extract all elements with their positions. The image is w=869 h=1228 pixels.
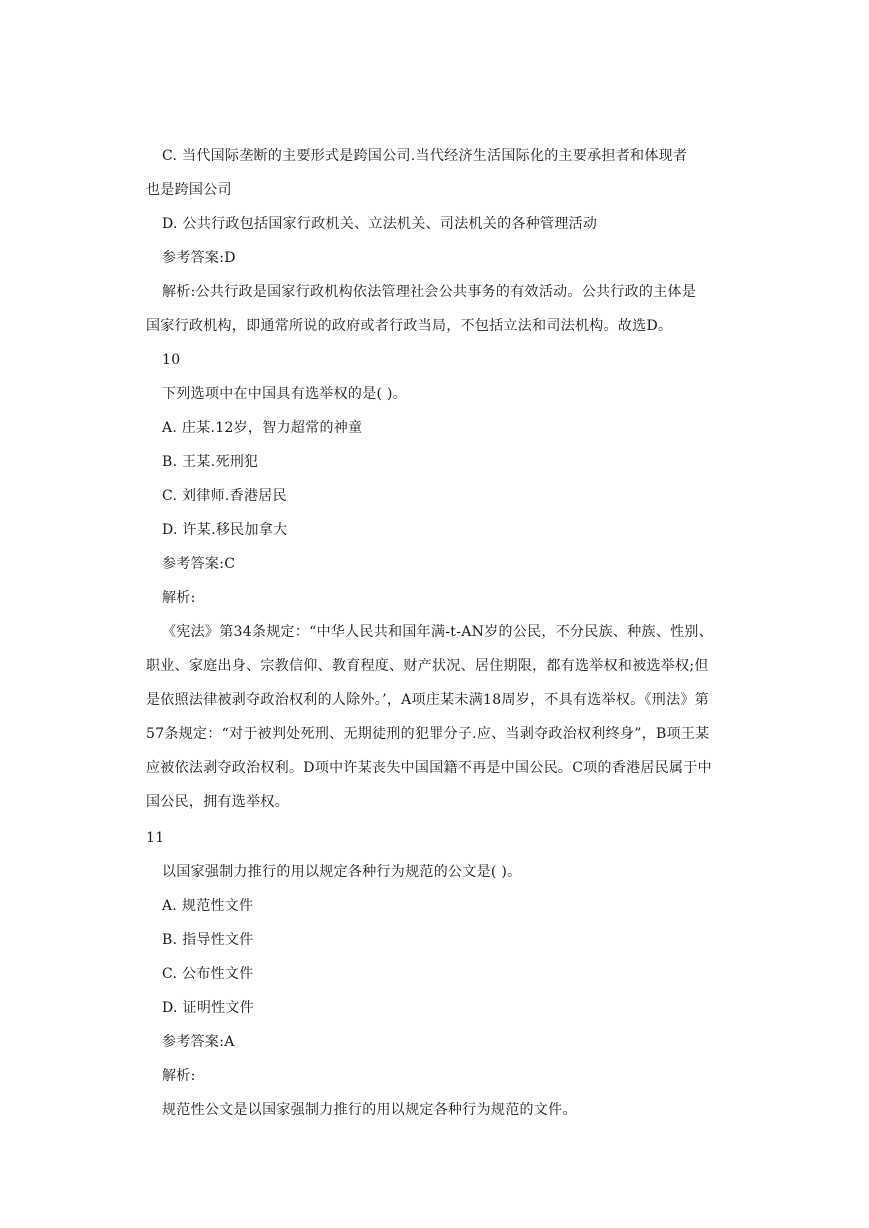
q9-analysis: 解析:公共行政是国家行政机构依法管理社会公共事务的有效活动。公共行政的主体是 xyxy=(162,284,697,300)
q10-answer: 参考答案:C xyxy=(162,556,236,572)
q11-analysis-line1: 规范性公文是以国家强制力推行的用以规定各种行为规范的文件。 xyxy=(162,1102,577,1118)
q11-option-c: C. 公布性文件 xyxy=(162,966,254,982)
q10-number: 10 xyxy=(162,352,181,368)
q10-analysis-line1: 《宪法》第34条规定：“中华人民共和国年满-t-AN岁的公民，不分民族、种族、性别、 xyxy=(162,624,714,640)
q9-option-c-cont: 也是跨国公司 xyxy=(146,182,232,198)
q10-option-d: D. 许某.移民加拿大 xyxy=(162,522,288,538)
q10-analysis-line4: 57条规定：“对于被判处死刑、无期徒刑的犯罪分子.应、当剥夺政治权利终身”，B项王某 xyxy=(146,726,710,742)
q10-analysis-label: 解析: xyxy=(162,590,196,606)
q11-option-b: B. 指导性文件 xyxy=(162,932,254,948)
q10-analysis-line3: 是依照法律被剥夺政治权利的人除外。’，A项庄某未满18周岁，不具有选举权。《刑法》第 xyxy=(146,692,709,708)
q11-option-d: D. 证明性文件 xyxy=(162,1000,255,1016)
q9-option-d: D. 公共行政包括国家行政机关、立法机关、司法机关的各种管理活动 xyxy=(162,216,598,232)
q10-option-b: B. 王某.死刑犯 xyxy=(162,454,259,470)
q11-analysis-label: 解析: xyxy=(162,1068,196,1084)
q9-analysis-cont: 国家行政机构，即通常所说的政府或者行政当局，不包括立法和司法机构。故选D。 xyxy=(146,318,673,334)
q11-number: 11 xyxy=(146,830,165,846)
q9-answer: 参考答案:D xyxy=(162,250,236,266)
q10-option-a: A. 庄某.12岁，智力超常的神童 xyxy=(162,420,363,436)
q10-question: 下列选项中在中国具有选举权的是( )。 xyxy=(162,386,408,402)
q10-analysis-line5: 应被依法剥夺政治权利。D项中许某丧失中国国籍不再是中国公民。C项的香港居民属于中 xyxy=(146,760,712,776)
q11-question: 以国家强制力推行的用以规定各种行为规范的公文是( )。 xyxy=(162,864,522,880)
q11-option-a: A. 规范性文件 xyxy=(162,898,254,914)
q10-analysis-line2: 职业、家庭出身、宗教信仰、教育程度、财产状况、居住期限，都有选举权和被选举权;但 xyxy=(146,658,709,674)
q10-option-c: C. 刘律师.香港居民 xyxy=(162,488,287,504)
q9-option-c: C. 当代国际垄断的主要形式是跨国公司.当代经济生活国际化的主要承担者和体现者 xyxy=(162,148,688,164)
q11-answer: 参考答案:A xyxy=(162,1034,235,1050)
q10-analysis-line6: 国公民，拥有选举权。 xyxy=(146,794,289,810)
